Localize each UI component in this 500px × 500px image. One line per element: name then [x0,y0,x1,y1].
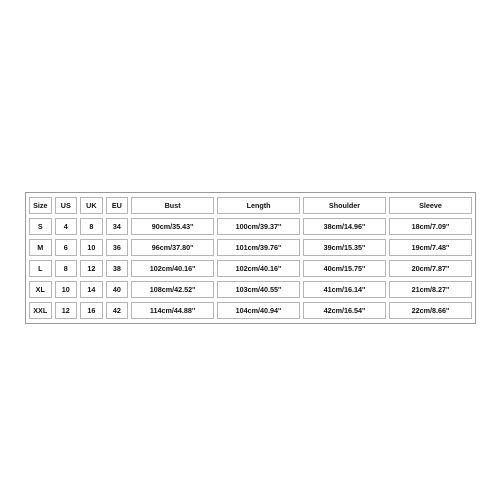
cell-size: XXL [29,302,52,319]
cell-sleeve: 21cm/8.27'' [389,281,472,298]
cell-bust: 114cm/44.88'' [131,302,214,319]
cell-uk: 12 [80,260,103,277]
cell-us: 6 [55,239,78,256]
cell-size: M [29,239,52,256]
cell-bust: 108cm/42.52'' [131,281,214,298]
cell-uk: 14 [80,281,103,298]
size-chart-table [25,192,476,324]
cell-eu: 38 [106,260,129,277]
header-length: Length [217,197,300,214]
cell-length: 100cm/39.37'' [217,218,300,235]
cell-eu: 34 [106,218,129,235]
cell-us: 10 [55,281,78,298]
cell-length: 104cm/40.94'' [217,302,300,319]
cell-eu: 40 [106,281,129,298]
table-row [29,218,472,235]
header-bust: Bust [131,197,214,214]
table-row [29,260,472,277]
cell-length: 103cm/40.55'' [217,281,300,298]
cell-us: 4 [55,218,78,235]
cell-uk: 16 [80,302,103,319]
header-shoulder: Shoulder [303,197,386,214]
cell-bust: 96cm/37.80'' [131,239,214,256]
cell-us: 8 [55,260,78,277]
cell-eu: 36 [106,239,129,256]
cell-sleeve: 20cm/7.87'' [389,260,472,277]
cell-sleeve: 22cm/8.66'' [389,302,472,319]
cell-bust: 90cm/35.43'' [131,218,214,235]
header-sleeve: Sleeve [389,197,472,214]
header-us: US [55,197,78,214]
header-uk: UK [80,197,103,214]
cell-shoulder: 39cm/15.35'' [303,239,386,256]
cell-length: 101cm/39.76'' [217,239,300,256]
header-size: Size [29,197,52,214]
table-row [29,239,472,256]
header-eu: EU [106,197,129,214]
cell-length: 102cm/40.16'' [217,260,300,277]
cell-shoulder: 38cm/14.96'' [303,218,386,235]
cell-shoulder: 42cm/16.54'' [303,302,386,319]
cell-size: L [29,260,52,277]
cell-sleeve: 19cm/7.48'' [389,239,472,256]
cell-size: S [29,218,52,235]
cell-eu: 42 [106,302,129,319]
table-header-row [29,197,472,214]
cell-sleeve: 18cm/7.09'' [389,218,472,235]
cell-us: 12 [55,302,78,319]
cell-shoulder: 40cm/15.75'' [303,260,386,277]
cell-uk: 8 [80,218,103,235]
cell-shoulder: 41cm/16.14'' [303,281,386,298]
table-row [29,302,472,319]
cell-bust: 102cm/40.16'' [131,260,214,277]
cell-uk: 10 [80,239,103,256]
cell-size: XL [29,281,52,298]
table-row [29,281,472,298]
